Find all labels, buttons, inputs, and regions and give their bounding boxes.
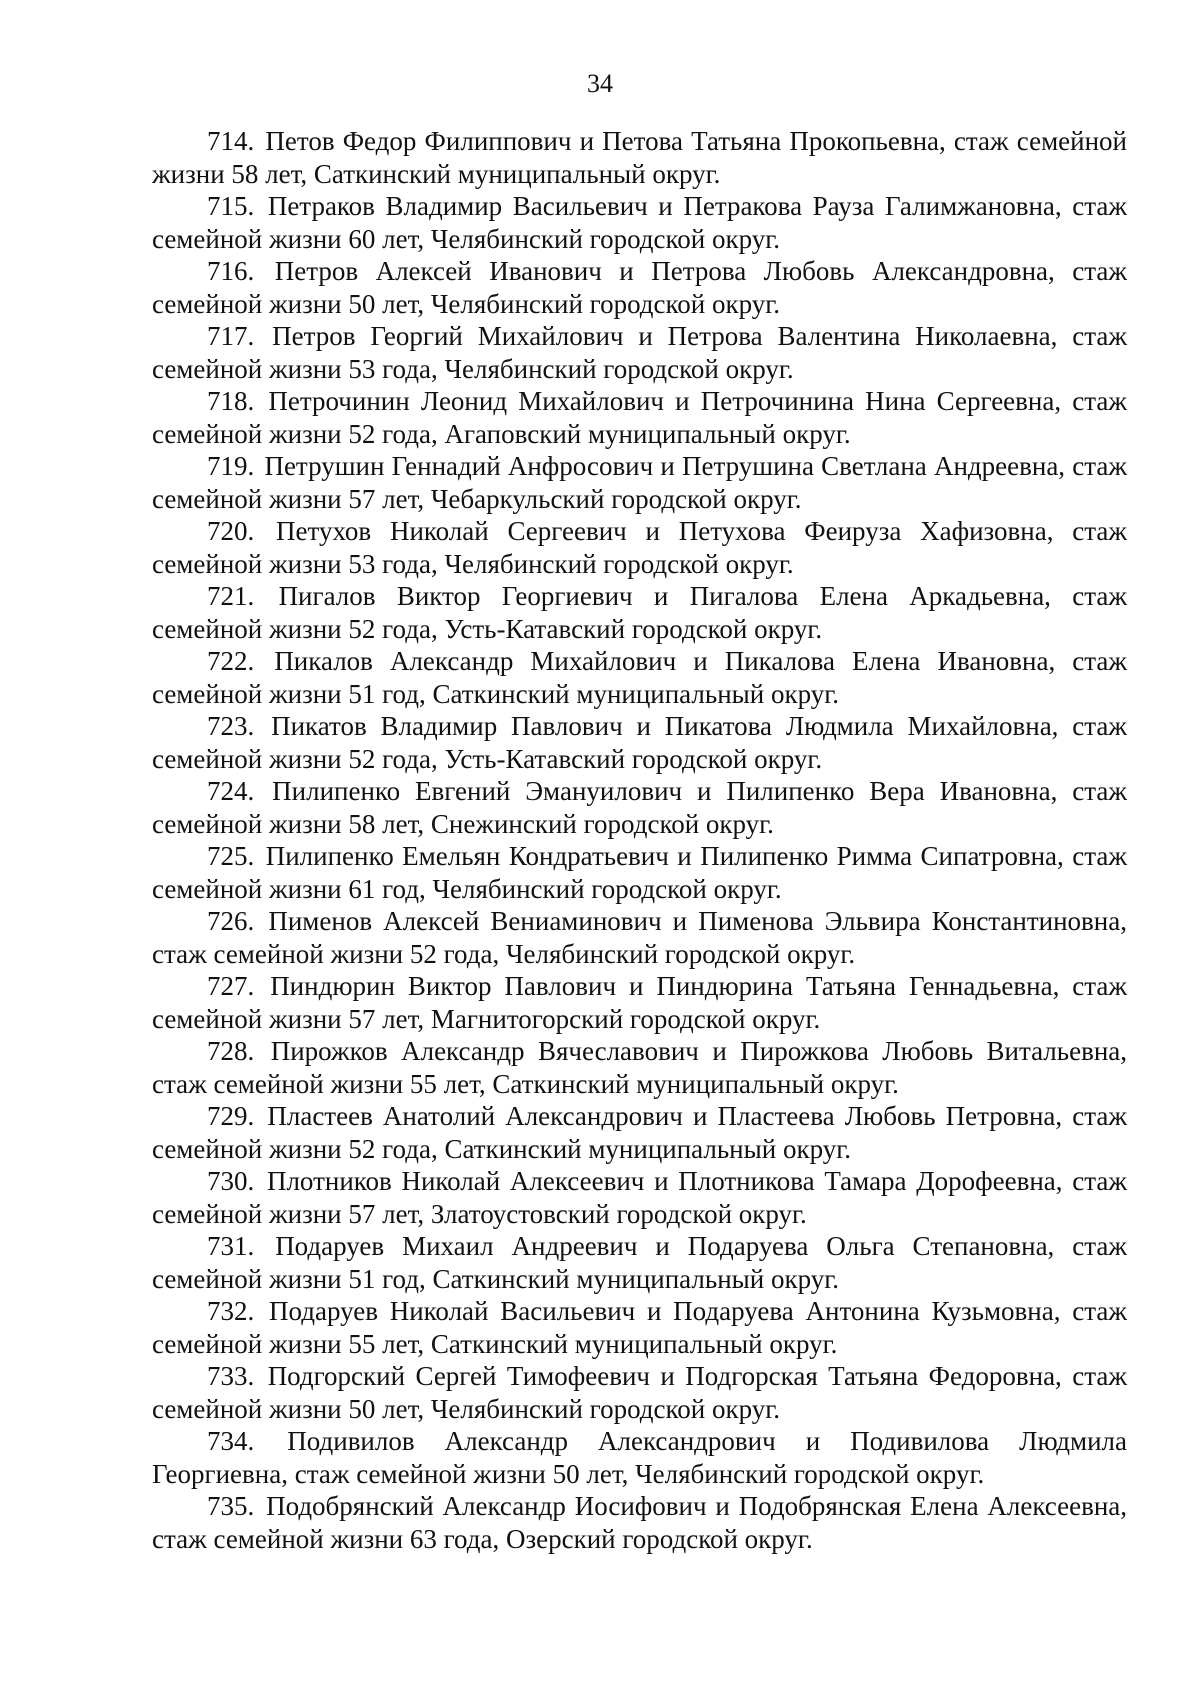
list-item <box>152 450 1127 515</box>
entry-number: 718. <box>207 386 255 416</box>
entry-text: Подгорский Сергей Тимофеевич и Подгорская Татьяна Федоровна, стаж семейной жизни 50 лет, Челябинский городской округ. <box>152 1361 1127 1424</box>
list-item <box>152 385 1127 450</box>
list-item <box>152 645 1127 710</box>
list-item <box>152 840 1127 905</box>
list-item <box>152 1035 1127 1100</box>
entry-text: Петров Георгий Михайлович и Петрова Валентина Николаевна, стаж семейной жизни 53 года, Челябинский городской округ. <box>152 321 1127 384</box>
entry-number: 730. <box>207 1166 255 1196</box>
list-item <box>152 190 1127 255</box>
entry-number: 731. <box>207 1231 255 1261</box>
entry-text: Пигалов Виктор Георгиевич и Пигалова Елена Аркадьевна, стаж семейной жизни 52 года, Усть-Катавский городской округ. <box>152 581 1127 644</box>
entry-text: Пилипенко Евгений Эмануилович и Пилипенко Вера Ивановна, стаж семейной жизни 58 лет, Снежинский городской округ. <box>152 776 1127 839</box>
entry-number: 720. <box>207 516 255 546</box>
entry-number: 734. <box>207 1426 255 1456</box>
list-item <box>152 1230 1127 1295</box>
list-item <box>152 580 1127 645</box>
entry-number: 721. <box>207 581 255 611</box>
list-item <box>152 1490 1127 1555</box>
list-item <box>152 905 1127 970</box>
entry-text: Пименов Алексей Вениаминович и Пименова Эльвира Константиновна, стаж семейной жизни 52 года, Челябинский городской округ. <box>152 906 1127 969</box>
entry-text: Петраков Владимир Васильевич и Петракова Рауза Галимжановна, стаж семейной жизни 60 лет, Челябинский городской округ. <box>152 191 1127 254</box>
entry-text: Подивилов Александр Александрович и Подивилова Людмила Георгиевна, стаж семейной жизни 50 лет, Челябинский городской округ. <box>152 1426 1128 1489</box>
entry-text: Петрочинин Леонид Михайлович и Петрочинина Нина Сергеевна, стаж семейной жизни 52 года, Агаповский муниципальный округ. <box>152 386 1127 449</box>
list-item <box>152 1425 1127 1490</box>
entry-number: 714. <box>207 126 255 156</box>
entry-text: Пиндюрин Виктор Павлович и Пиндюрина Татьяна Геннадьевна, стаж семейной жизни 57 лет, Магнитогорский городской округ. <box>152 971 1128 1034</box>
list-item <box>152 710 1127 775</box>
entry-text: Петрушин Геннадий Анфросович и Петрушина Светлана Андреевна, стаж семейной жизни 57 лет, Чебаркульский городской округ. <box>152 451 1127 514</box>
entry-text: Петров Алексей Иванович и Петрова Любовь Александровна, стаж семейной жизни 50 лет, Челябинский городской округ. <box>152 256 1127 319</box>
entry-number: 725. <box>207 841 255 871</box>
list-item <box>152 1295 1127 1360</box>
entry-text: Петухов Николай Сергеевич и Петухова Феируза Хафизовна, стаж семейной жизни 53 года, Челябинский городской округ. <box>152 516 1128 579</box>
list-item <box>152 1165 1127 1230</box>
entry-text: Подаруев Николай Васильевич и Подаруева Антонина Кузьмовна, стаж семейной жизни 55 лет, Саткинский муниципальный округ. <box>152 1296 1128 1359</box>
list-item <box>152 970 1127 1035</box>
entry-text: Пикатов Владимир Павлович и Пикатова Людмила Михайловна, стаж семейной жизни 52 года, Усть-Катавский городской округ. <box>152 711 1127 774</box>
list-item <box>152 1100 1127 1165</box>
page-number: 34 <box>587 69 613 98</box>
entry-number: 723. <box>207 711 255 741</box>
entry-text: Пирожков Александр Вячеславович и Пирожкова Любовь Витальевна, стаж семейной жизни 55 лет, Саткинский муниципальный округ. <box>152 1036 1128 1099</box>
entry-number: 722. <box>207 646 255 676</box>
entry-number: 719. <box>207 451 255 481</box>
entry-text: Петов Федор Филиппович и Петова Татьяна Прокопьевна, стаж семейной жизни 58 лет, Саткинский муниципальный округ. <box>152 126 1128 189</box>
list-item <box>152 515 1127 580</box>
entry-number: 732. <box>207 1296 255 1326</box>
entry-number: 724. <box>207 776 255 806</box>
list-item <box>152 775 1127 840</box>
entry-text: Плотников Николай Алексеевич и Плотникова Тамара Дорофеевна, стаж семейной жизни 57 лет, Златоустовский городской округ. <box>152 1166 1127 1229</box>
entry-number: 715. <box>207 191 255 221</box>
entry-number: 735. <box>207 1491 255 1521</box>
entry-number: 727. <box>207 971 255 1001</box>
entry-number: 728. <box>207 1036 255 1066</box>
entry-text: Подаруев Михаил Андреевич и Подаруева Ольга Степановна, стаж семейной жизни 51 год, Саткинский муниципальный округ. <box>152 1231 1127 1294</box>
entry-text: Пластеев Анатолий Александрович и Пластеева Любовь Петровна, стаж семейной жизни 52 года, Саткинский муниципальный округ. <box>152 1101 1128 1164</box>
entry-list <box>152 125 1127 1555</box>
entry-number: 733. <box>207 1361 255 1391</box>
list-item <box>152 125 1127 190</box>
entry-text: Подобрянский Александр Иосифович и Подобрянская Елена Алексеевна, стаж семейной жизни 63 года, Озерский городской округ. <box>152 1491 1128 1554</box>
entry-number: 726. <box>207 906 255 936</box>
list-item <box>152 255 1127 320</box>
entry-text: Пилипенко Емельян Кондратьевич и Пилипенко Римма Сипатровна, стаж семейной жизни 61 год, Челябинский городской округ. <box>152 841 1127 904</box>
entry-number: 717. <box>207 321 255 351</box>
list-item <box>152 320 1127 385</box>
entry-number: 729. <box>207 1101 255 1131</box>
entry-text: Пикалов Александр Михайлович и Пикалова Елена Ивановна, стаж семейной жизни 51 год, Саткинский муниципальный округ. <box>152 646 1128 709</box>
entry-number: 716. <box>207 256 255 286</box>
list-item <box>152 1360 1127 1425</box>
